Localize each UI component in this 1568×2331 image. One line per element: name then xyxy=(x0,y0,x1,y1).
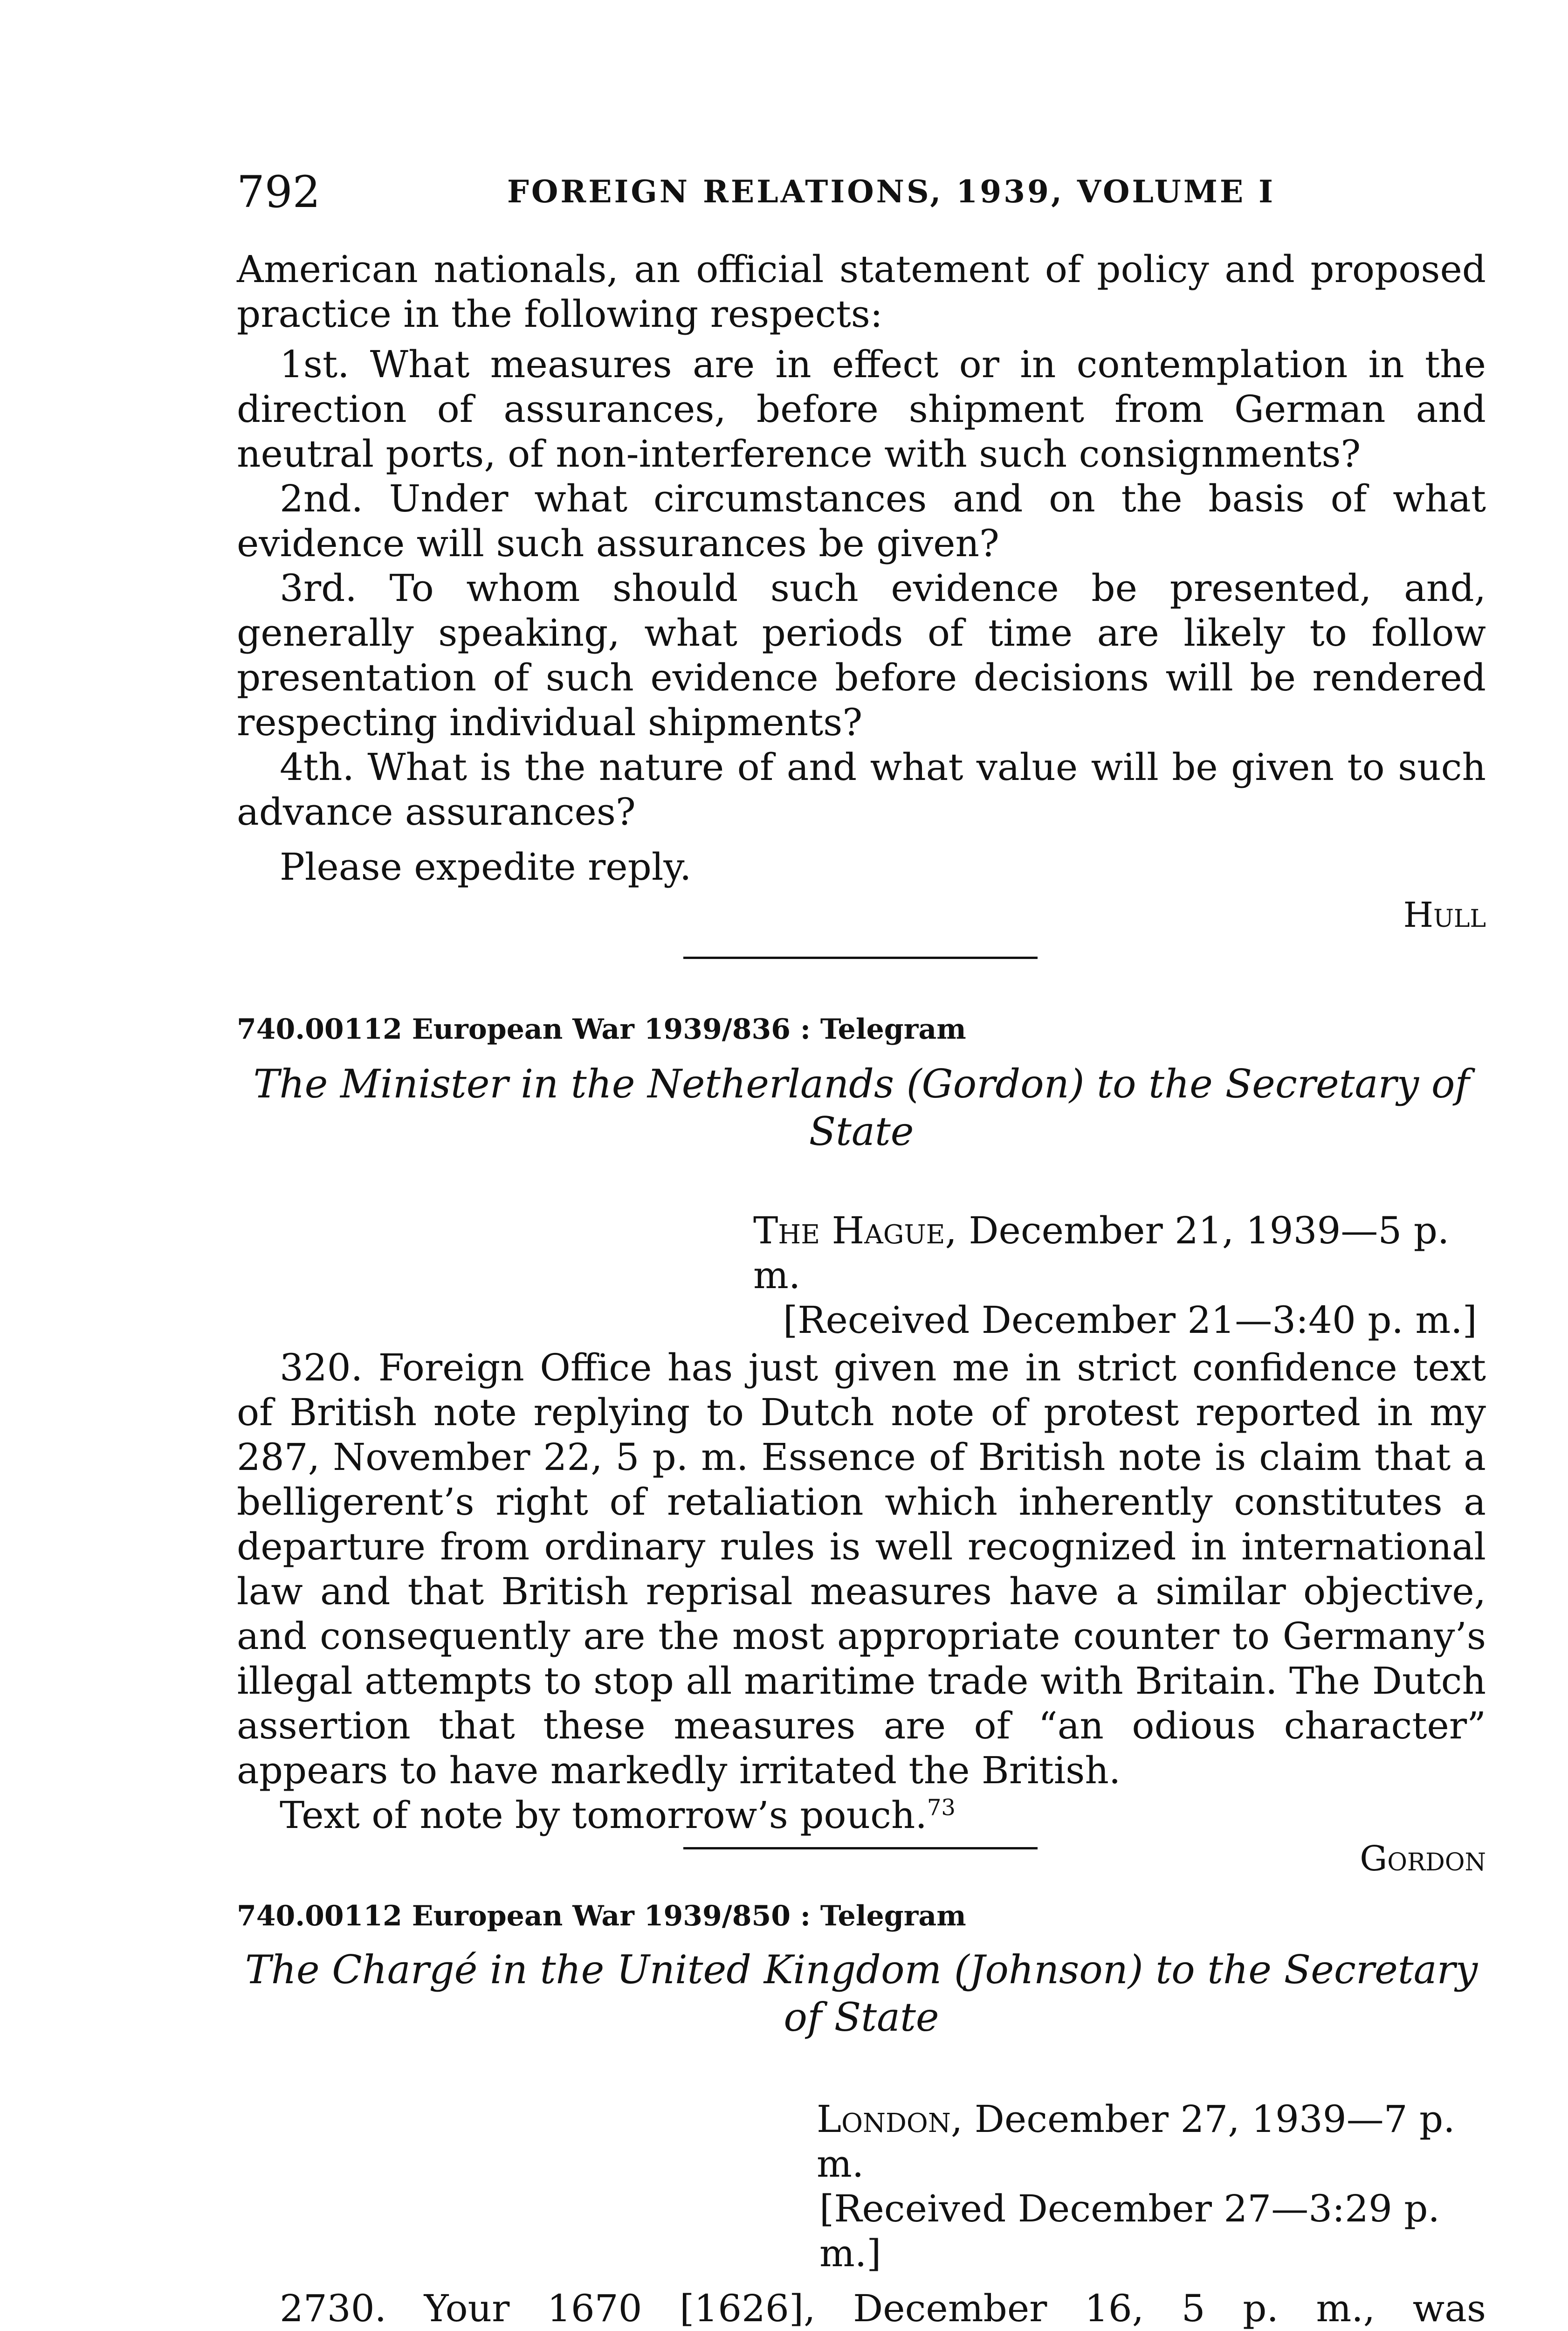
running-title: FOREIGN RELATIONS, 1939, VOLUME I xyxy=(507,173,1276,210)
section-divider xyxy=(683,957,1038,959)
dateline-block xyxy=(237,2097,1486,2276)
document-title: The Minister in the Netherlands (Gordon) to the Secretary of State xyxy=(253,1061,1470,1154)
document-title-line-2: of State xyxy=(784,1994,939,2040)
telegram-gordon xyxy=(237,1011,1486,1879)
question-item-1: 1st. What measures are in effect or in contemplation in the direction of assurances, before shipment from German and neutral ports, of non-interference with such consignments? xyxy=(237,343,1486,476)
question-item-4: 4th. What is the nature of and what value will be given to such advance assurances? xyxy=(237,745,1486,834)
dateline-date: December 21, 1939—5 p. m. xyxy=(753,1209,1450,1297)
signature-hull: Hull xyxy=(1403,895,1486,935)
received-line: [Received December 21—3:40 p. m.] xyxy=(783,1298,1477,1342)
telegram-johnson xyxy=(237,1897,1486,2331)
question-item-3: 3rd. To whom should such evidence be presented, and, generally speaking, what periods of time are likely to follow presentation of such evidence before decisions will be rendered respecting individual shipments? xyxy=(237,566,1486,744)
dateline-place: London, xyxy=(817,2097,963,2141)
telegram-closing xyxy=(237,1793,1486,1838)
dateline xyxy=(817,2097,1486,2186)
footnote-reference[interactable]: 73 xyxy=(927,1794,956,1821)
section-divider xyxy=(683,1847,1038,1849)
continuation-section xyxy=(237,247,1486,935)
dateline xyxy=(753,1208,1486,1298)
running-head xyxy=(237,167,1486,223)
signature-gordon: Gordon xyxy=(1360,1839,1486,1879)
telegram-body: 320. Foreign Office has just given me in strict confidence text of British note replying to Dutch note of protest reported in my 287, November 22, 5 p. m. Essence of British note is claim that a belligerent’s right of retaliation which inherently constitutes a departure from ordinary rules is well recognized in international law and that British reprisal measures have a similar objective, and consequently are the most appropriate counter to Germany’s illegal attempts to stop all maritime trade with Britain. The Dutch assertion that these measures are of “an odious character” appears to have markedly irritated the British. xyxy=(237,1346,1486,1792)
file-reference: 740.00112 European War 1939/850 : Telegram xyxy=(237,1900,966,1932)
dateline-place: The Hague, xyxy=(753,1209,957,1252)
document-title-line-1: The Chargé in the United Kingdom (Johnson) to the Secretary xyxy=(245,1947,1478,1993)
received-line: [Received December 27—3:29 p. m.] xyxy=(819,2187,1440,2275)
question-item-2: 2nd. Under what circumstances and on the basis of what evidence will such assurances be given? xyxy=(237,477,1486,565)
closing-text: Text of note by tomorrow’s pouch. xyxy=(280,1793,927,1837)
page-number: 792 xyxy=(237,167,321,218)
dateline-block xyxy=(237,1208,1486,1343)
file-reference: 740.00112 European War 1939/836 : Telegram xyxy=(237,1013,966,1046)
telegram-body: 2730. Your 1670 [1626], December 16, 5 p. m., was xyxy=(280,2287,1486,2330)
continuation-intro: American nationals, an official statement of policy and proposed practice in the following respects: xyxy=(237,248,1486,336)
closing-line: Please expedite reply. xyxy=(280,845,692,889)
dateline-date: December 27, 1939—7 p. m. xyxy=(817,2097,1455,2186)
